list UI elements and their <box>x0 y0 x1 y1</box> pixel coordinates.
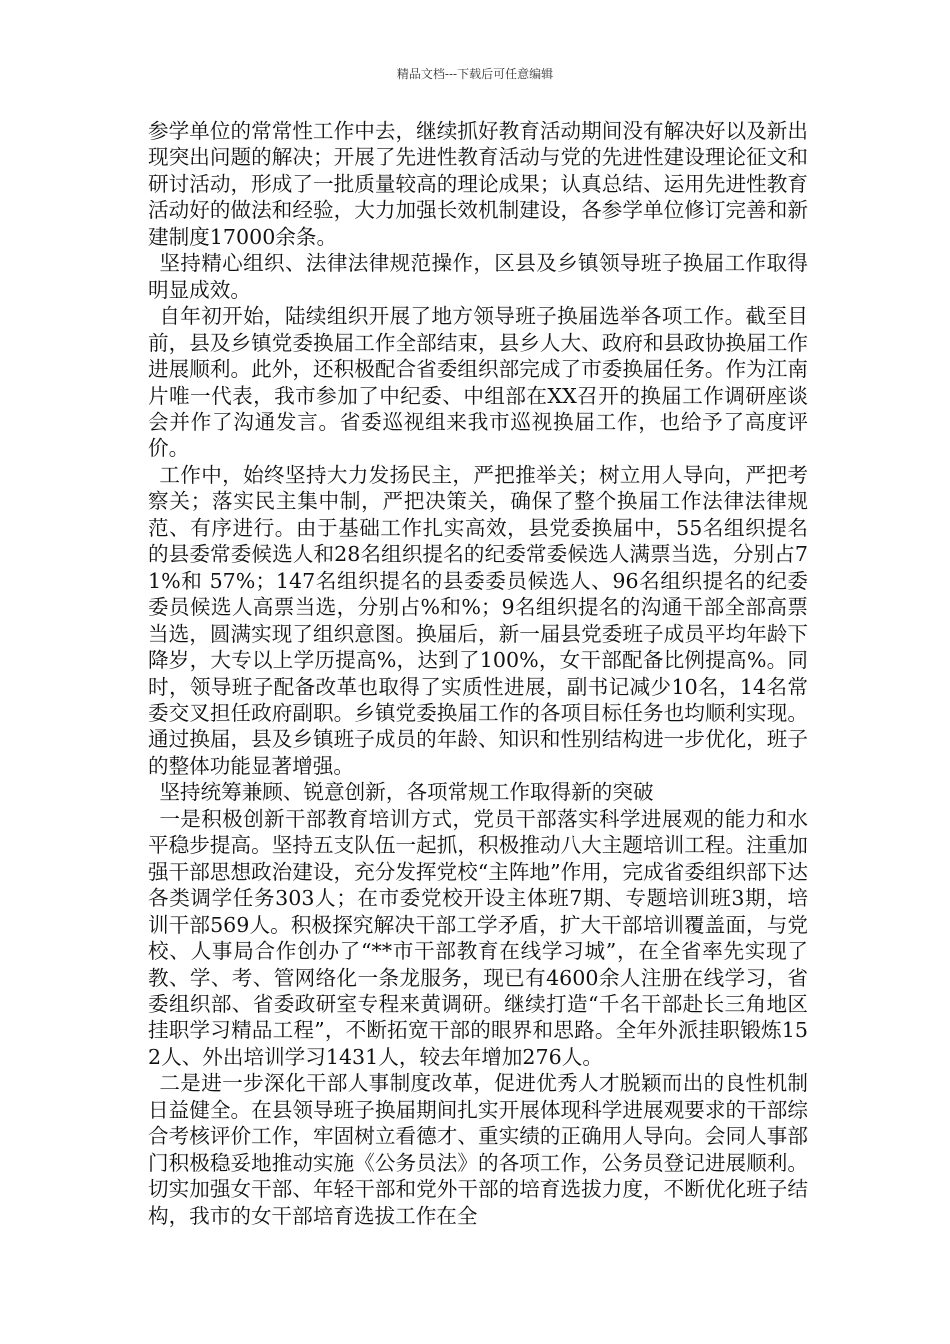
document-body <box>148 118 808 1229</box>
paragraph-5: 坚持统筹兼顾、锐意创新，各项常规工作取得新的突破 <box>159 780 654 805</box>
paragraph-4: 工作中，始终坚持大力发扬民主，严把推举关；树立用人导向，严把考察关；落实民主集中制，严把决策关，确保了整个换届工作法律法律规范、有序进行。由于基础工作扎实高效，县党委换届中，55名组织提名的县委常委候选人和28名组织提名的纪委常委候选人满票当选，分别占71%和 57%；147名组织提名的县委委员候选人、96名组织提名的纪委委员候选人高票当选，分别占%和%；9名组织提名的沟通干部全部高票当选，圆满实现了组织意图。换届后，新一届县党委班子成员平均年龄下降岁，大专以上学历提高%，达到了100%，女干部配备比例提高%。同时，领导班子配备改革也取得了实质性进展，副书记减少10名，14名常委交叉担任政府副职。乡镇党委换届工作的各项目标任务也均顺利实现。通过换届，县及乡镇班子成员的年龄、知识和性别结构进一步优化，班子的整体功能显著增强。 <box>148 462 808 778</box>
page-header: 精品文档---下载后可任意编辑 <box>396 67 554 81</box>
paragraph-6: 一是积极创新干部教育培训方式，党员干部落实科学进展观的能力和水平稳步提高。坚持五支队伍一起抓，积极推动八大主题培训工程。注重加强干部思想政治建设，充分发挥党校“主阵地”作用，完成省委组织部下达各类调学任务303人；在市委党校开设主体班7期、专题培训班3期，培训干部569人。积极探究解决干部工学矛盾，扩大干部培训覆盖面，与党校、人事局合作创办了“**市干部教育在线学习城”，在全省率先实现了教、学、考、管网络化一条龙服务，现已有4600余人注册在线学习，省委组织部、省委政研室专程来黄调研。继续打造“千名干部赴长三角地区挂职学习精品工程”，不断拓宽干部的眼界和思路。全年外派挂职锻炼152人、外出培训学习1431人，较去年增加276人。 <box>148 806 808 1069</box>
paragraph-3: 自年初开始，陆续组织开展了地方领导班子换届选举各项工作。截至目前，县及乡镇党委换届工作全部结束，县乡人大、政府和县政协换届工作进展顺利。此外，还积极配合省委组织部完成了市委换届任务。作为江南片唯一代表，我市参加了中纪委、中组部在XX召开的换届工作调研座谈会并作了沟通发言。省委巡视组来我市巡视换届工作，也给予了高度评价。 <box>148 304 808 461</box>
paragraph-7: 二是进一步深化干部人事制度改革，促进优秀人才脱颖而出的良性机制日益健全。在县领导班子换届期间扎实开展体现科学进展观要求的干部综合考核评价工作，牢固树立看德才、重实绩的正确用人导向。会同人事部门积极稳妥地推动实施《公务员法》的各项工作，公务员登记进展顺利。切实加强女干部、年轻干部和党外干部的培育选拔力度，不断优化班子结构，我市的女干部培育选拔工作在全 <box>148 1071 808 1228</box>
paragraph-1: 参学单位的常常性工作中去，继续抓好教育活动期间没有解决好以及新出现突出问题的解决；开展了先进性教育活动与党的先进性建设理论征文和研讨活动，形成了一批质量较高的理论成果；认真总结、运用先进性教育活动好的做法和经验，大力加强长效机制建设，各参学单位修订完善和新建制度17000余条。 <box>148 119 808 249</box>
paragraph-2: 坚持精心组织、法律法律规范操作，区县及乡镇领导班子换届工作取得明显成效。 <box>148 251 808 302</box>
